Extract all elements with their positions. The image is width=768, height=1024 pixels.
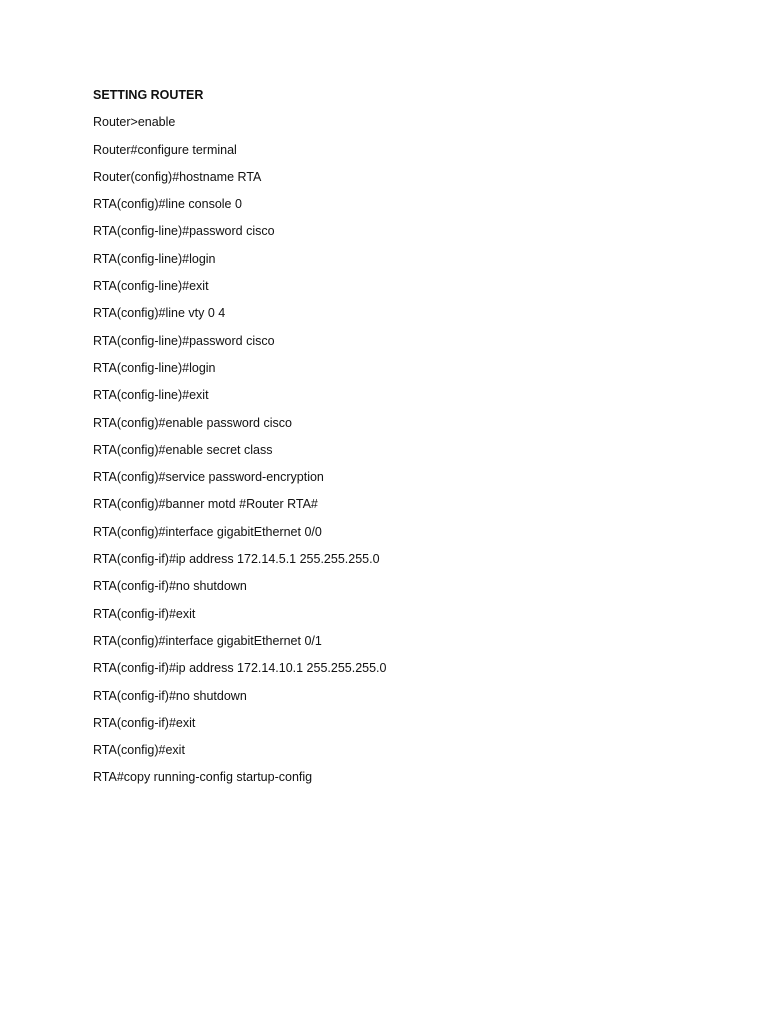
- command-line: RTA(config-line)#login: [93, 360, 216, 375]
- command-line: RTA(config-line)#password cisco: [93, 224, 275, 239]
- command-line: RTA(config)#service password-encryption: [93, 470, 324, 485]
- document-title: SETTING ROUTER: [93, 88, 204, 102]
- command-line: RTA#copy running-config startup-config: [93, 770, 313, 785]
- command-line: RTA(config-line)#password cisco: [93, 333, 275, 348]
- command-line: RTA(config-if)#no shutdown: [93, 688, 247, 703]
- command-line: RTA(config-if)#exit: [93, 606, 196, 621]
- command-line: Router#configure terminal: [93, 142, 237, 157]
- command-line: RTA(config)#enable secret class: [93, 442, 273, 457]
- command-line: RTA(config)#interface gigabitEthernet 0/0: [93, 524, 322, 539]
- command-line: RTA(config-if)#exit: [93, 715, 196, 730]
- command-line: RTA(config)#line vty 0 4: [93, 306, 226, 321]
- command-line: RTA(config)#exit: [93, 743, 185, 758]
- command-list: [93, 112, 693, 788]
- command-line: Router(config)#hostname RTA: [93, 169, 262, 184]
- command-line: RTA(config-line)#exit: [93, 279, 209, 294]
- command-line: RTA(config)#line console 0: [93, 197, 242, 212]
- command-line: RTA(config-if)#no shutdown: [93, 579, 247, 594]
- command-line: RTA(config)#banner motd #Router RTA#: [93, 497, 318, 512]
- command-line: RTA(config)#interface gigabitEthernet 0/1: [93, 633, 322, 648]
- command-line: RTA(config-if)#ip address 172.14.5.1 255.255.255.0: [93, 552, 380, 567]
- command-line: RTA(config-if)#ip address 172.14.10.1 255.255.255.0: [93, 661, 387, 676]
- document-body: [93, 85, 693, 795]
- command-line: RTA(config-line)#exit: [93, 388, 209, 403]
- command-line: RTA(config-line)#login: [93, 251, 216, 266]
- command-line: RTA(config)#enable password cisco: [93, 415, 292, 430]
- command-line: Router>enable: [93, 115, 176, 130]
